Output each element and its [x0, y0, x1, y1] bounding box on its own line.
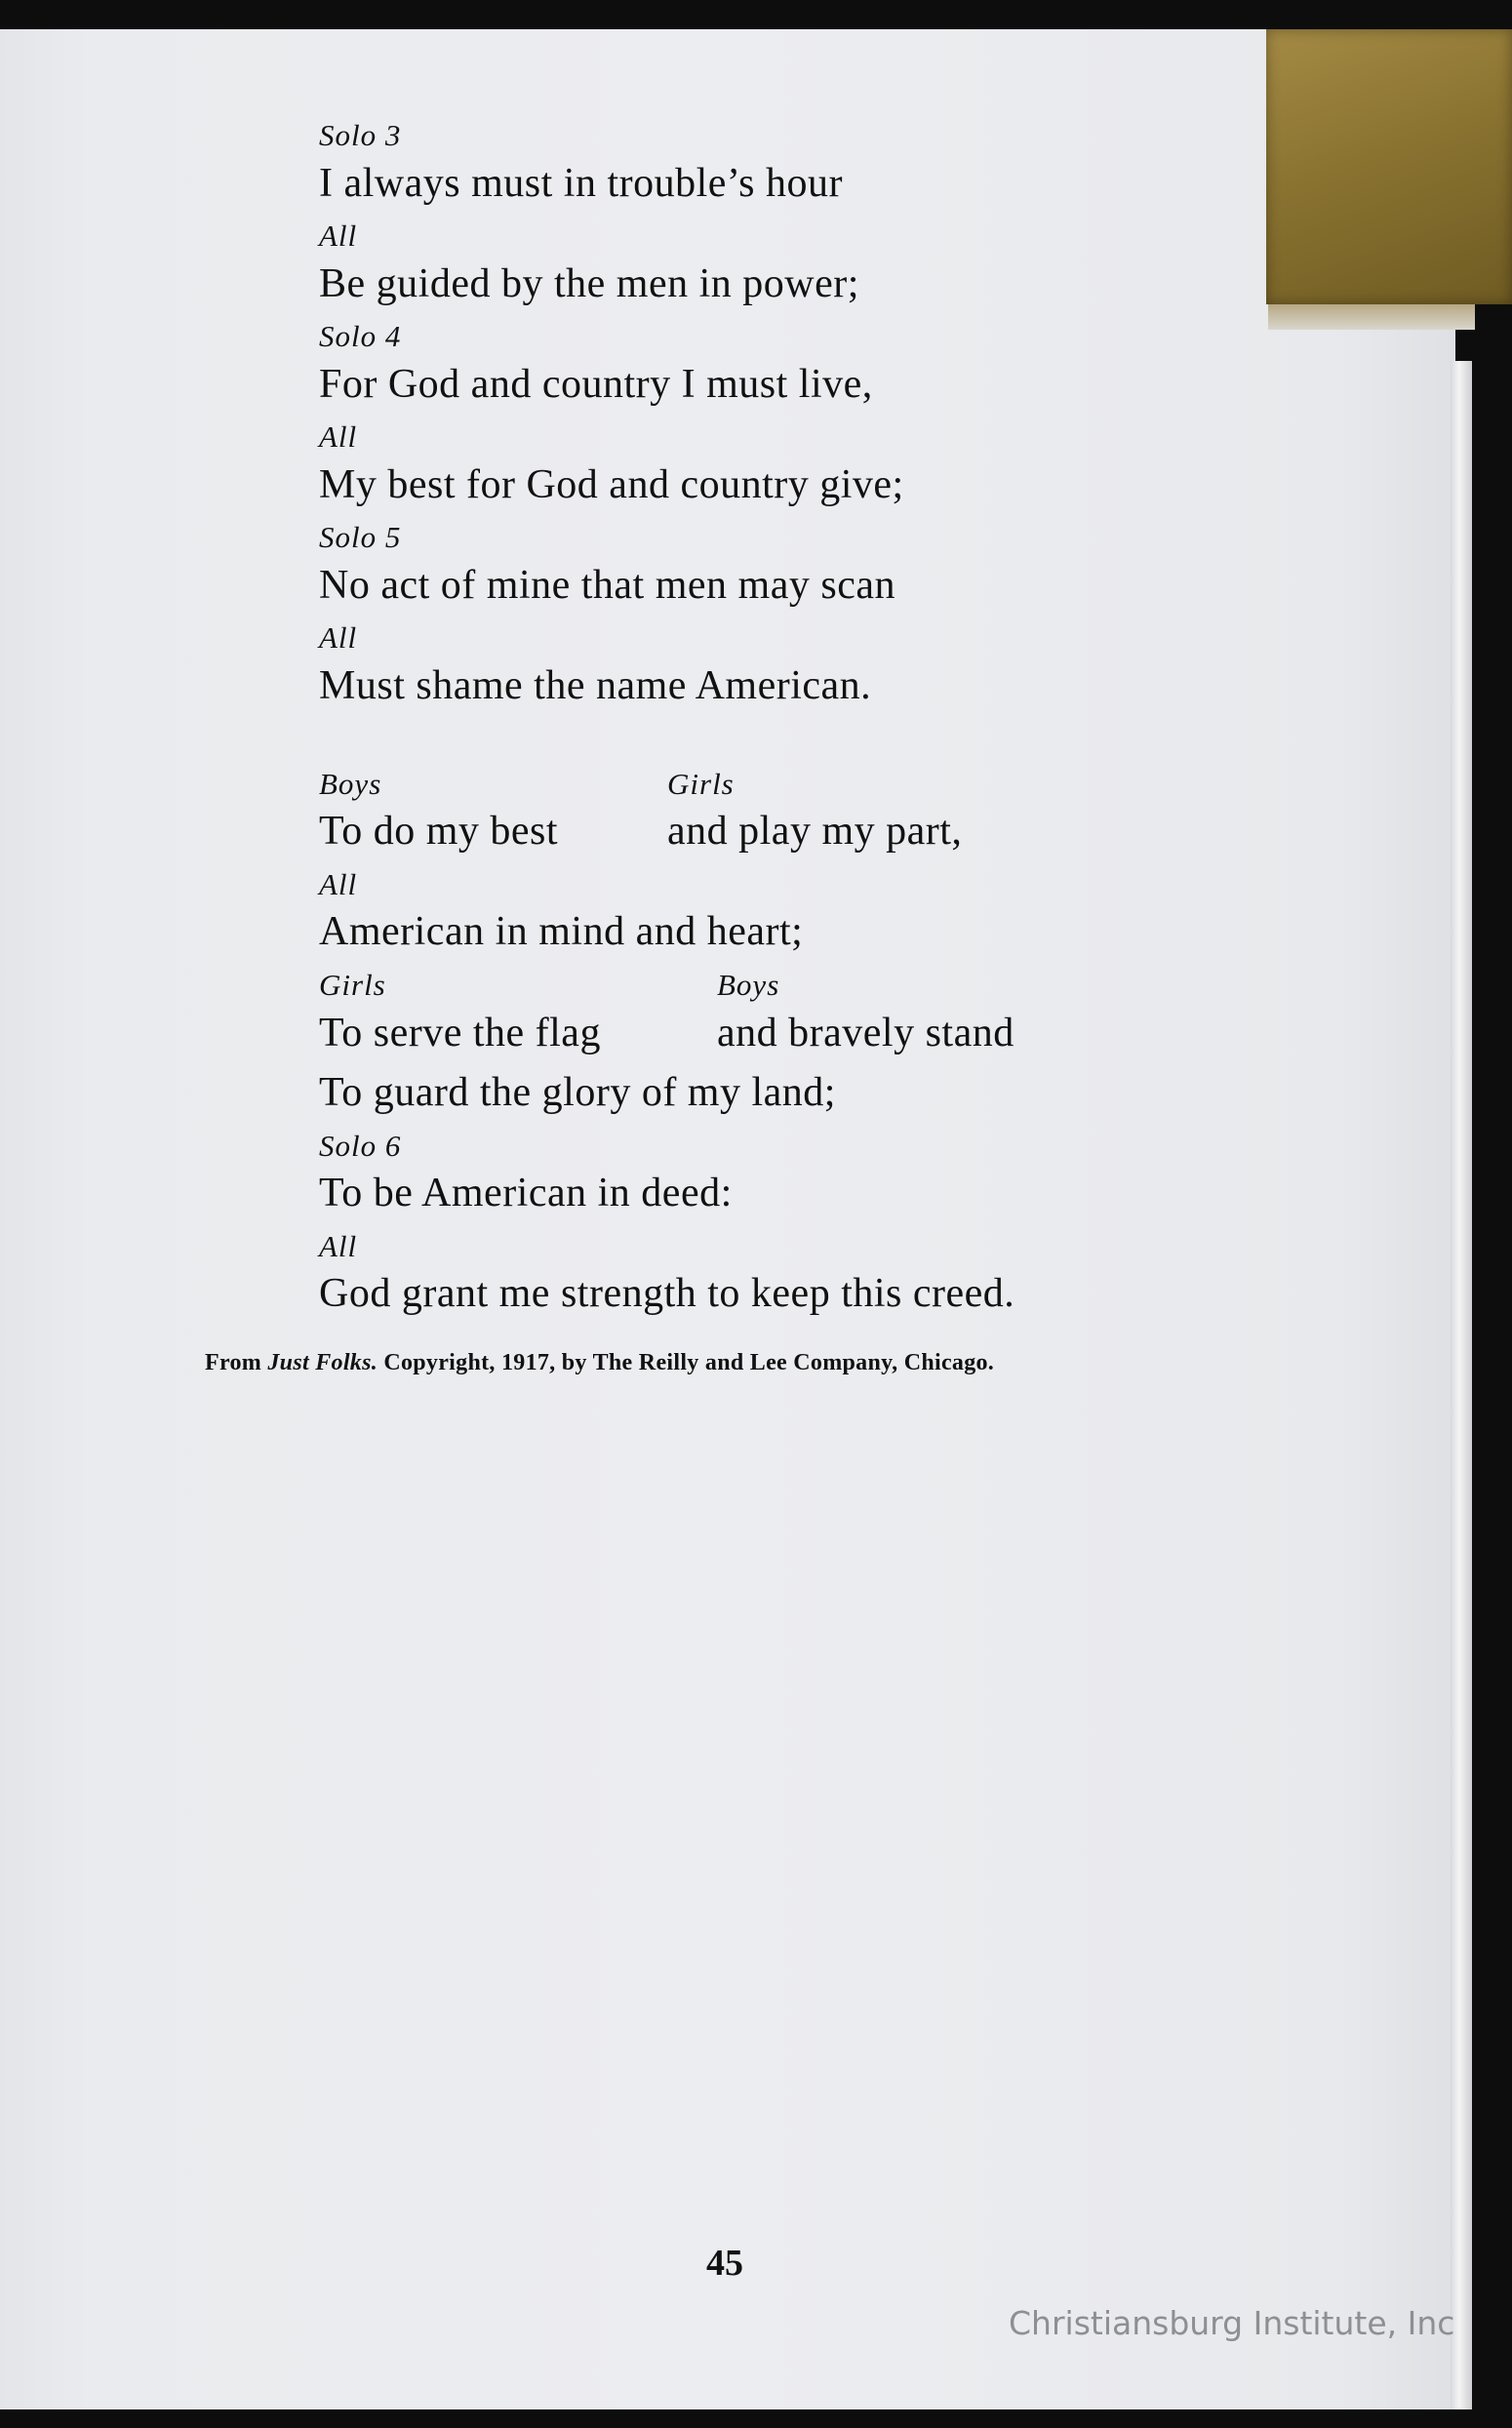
- verse-line: To guard the glory of my land;: [319, 1070, 836, 1115]
- verse-line: My best for God and country give;: [319, 462, 904, 507]
- verse-line-part: and bravely stand: [717, 1011, 1015, 1055]
- speaker-label: Solo 4: [319, 319, 402, 353]
- verse-line-part: To do my best: [319, 809, 559, 854]
- book-title: Just Folks.: [267, 1350, 378, 1375]
- speaker-label: Solo 6: [319, 1129, 402, 1163]
- verse-line: I always must in trouble’s hour: [319, 161, 843, 206]
- tab-shadow: [1268, 304, 1475, 330]
- speaker-label: Solo 5: [319, 520, 402, 554]
- speaker-label: All: [319, 620, 358, 655]
- verse-line: For God and country I must live,: [319, 362, 873, 407]
- speaker-label: All: [319, 867, 358, 901]
- verse-line: God grant me strength to keep this creed.: [319, 1271, 1015, 1316]
- speaker-label-boys: Boys: [717, 968, 780, 1002]
- verse-line-part: To serve the flag: [319, 1011, 601, 1055]
- speaker-label-boys: Boys: [319, 767, 382, 801]
- speaker-label: All: [319, 419, 358, 454]
- page-number: 45: [706, 2243, 743, 2284]
- gold-index-tab: [1266, 29, 1512, 304]
- verse-line: To be American in deed:: [319, 1171, 733, 1215]
- speaker-label-girls: Girls: [319, 968, 386, 1002]
- verse-line-part: and play my part,: [667, 809, 963, 854]
- verse-line: No act of mine that men may scan: [319, 563, 895, 608]
- speaker-label: All: [319, 219, 358, 253]
- verse-line: Be guided by the men in power;: [319, 261, 859, 306]
- verse-line: American in mind and heart;: [319, 909, 804, 954]
- speaker-label-girls: Girls: [667, 767, 735, 801]
- page-edge: [1451, 361, 1472, 2409]
- verse-line: Must shame the name American.: [319, 663, 872, 708]
- copyright-footnote: From Just Folks. Copyright, 1917, by The Reilly and Lee Company, Chicago.: [205, 1350, 995, 1375]
- watermark: Christiansburg Institute, Inc: [1009, 2304, 1455, 2342]
- speaker-label: All: [319, 1229, 358, 1263]
- speaker-label: Solo 3: [319, 118, 402, 152]
